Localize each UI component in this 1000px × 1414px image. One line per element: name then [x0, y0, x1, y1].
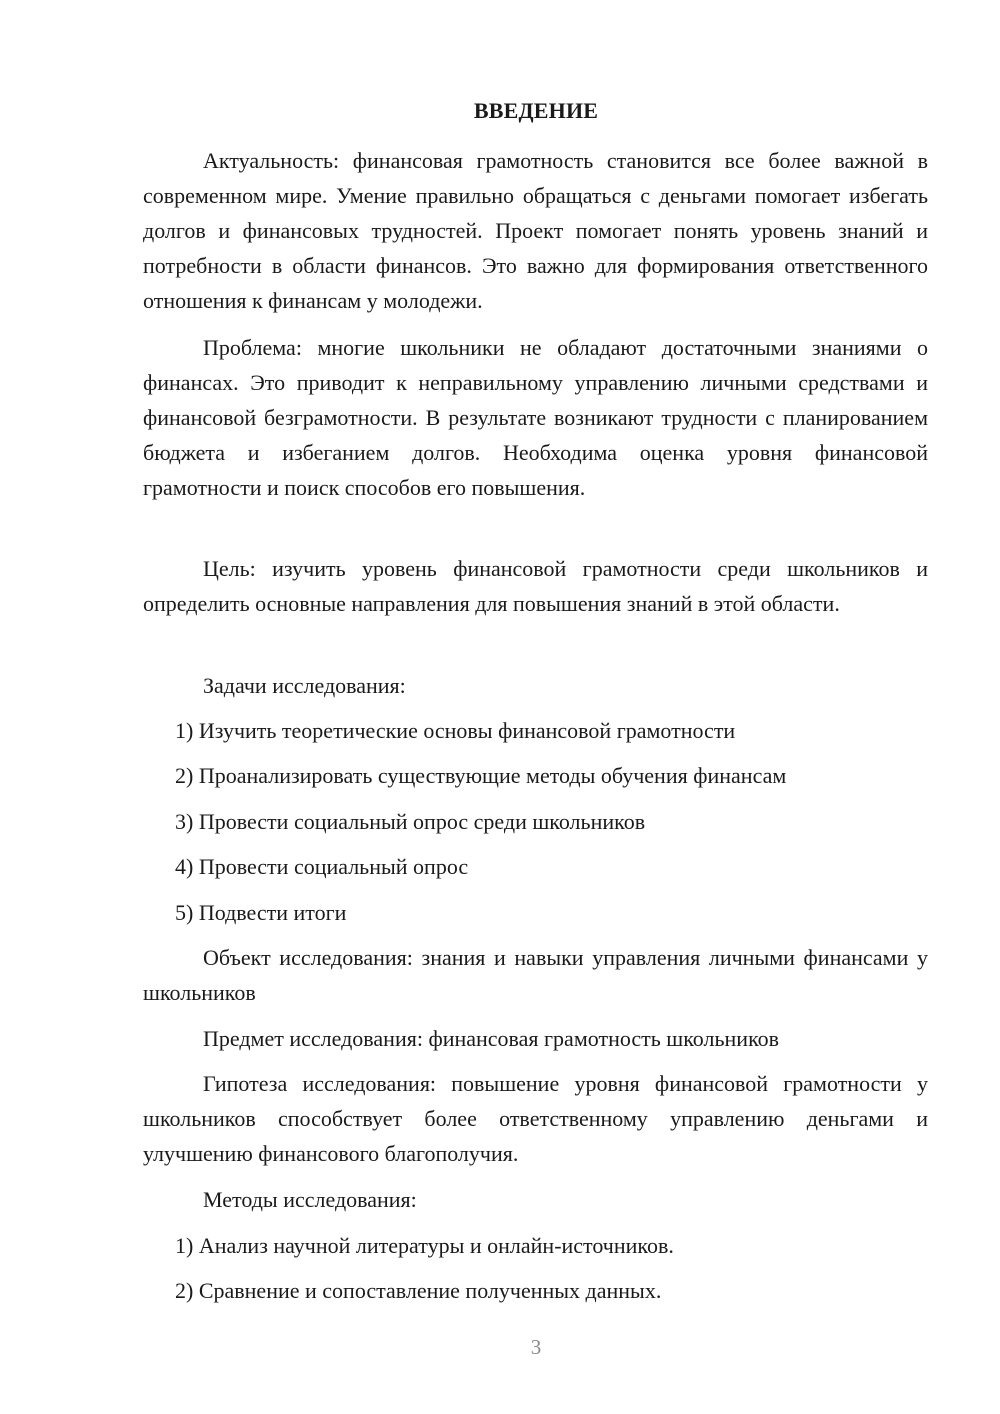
method-item: 1) Анализ научной литературы и онлайн-источников.: [175, 1233, 674, 1258]
paragraph-hypothesis: Гипотеза исследования: повышение уровня финансовой грамотности у школьников способствует более ответственному управлению деньгами и улучшению финансового благополучия.: [143, 1071, 928, 1166]
paragraph-subject: Предмет исследования: финансовая грамотность школьников: [203, 1026, 780, 1051]
paragraph-object: Объект исследования: знания и навыки управления личными финансами у школьников: [143, 945, 928, 1005]
tasks-heading: Задачи исследования:: [203, 673, 406, 698]
page-number: 3: [530, 1335, 542, 1359]
task-item: 4) Провести социальный опрос: [175, 854, 469, 879]
task-item: 2) Проанализировать существующие методы обучения финансам: [175, 763, 787, 788]
paragraph-problem: Проблема: многие школьники не обладают достаточными знаниями о финансах. Это приводит к неправильному управлению личными средствами и финансовой безграмотности. В результате возникают трудности с планированием бюджета и избеганием долгов. Необходима оценка уровня финансовой грамотности и поиск способов его повышения.: [143, 335, 928, 500]
paragraph-relevance: Актуальность: финансовая грамотность становится все более важной в современном мире. Умение правильно обращаться с деньгами помогает избегать долгов и финансовых трудностей. Проект помогает понять уровень знаний и потребности в области финансов. Это важно для формирования ответственного отношения к финансам у молодежи.: [143, 148, 928, 313]
task-item: 3) Провести социальный опрос среди школьников: [175, 809, 646, 834]
methods-heading: Методы исследования:: [203, 1187, 417, 1212]
paragraph-goal: Цель: изучить уровень финансовой грамотности среди школьников и определить основные направления для повышения знаний в этой области.: [143, 556, 928, 616]
method-item: 2) Сравнение и сопоставление полученных данных.: [175, 1278, 662, 1303]
task-item: 5) Подвести итоги: [175, 900, 347, 925]
task-item: 1) Изучить теоретические основы финансовой грамотности: [175, 718, 736, 743]
page-title: ВВЕДЕНИЕ: [473, 98, 599, 123]
